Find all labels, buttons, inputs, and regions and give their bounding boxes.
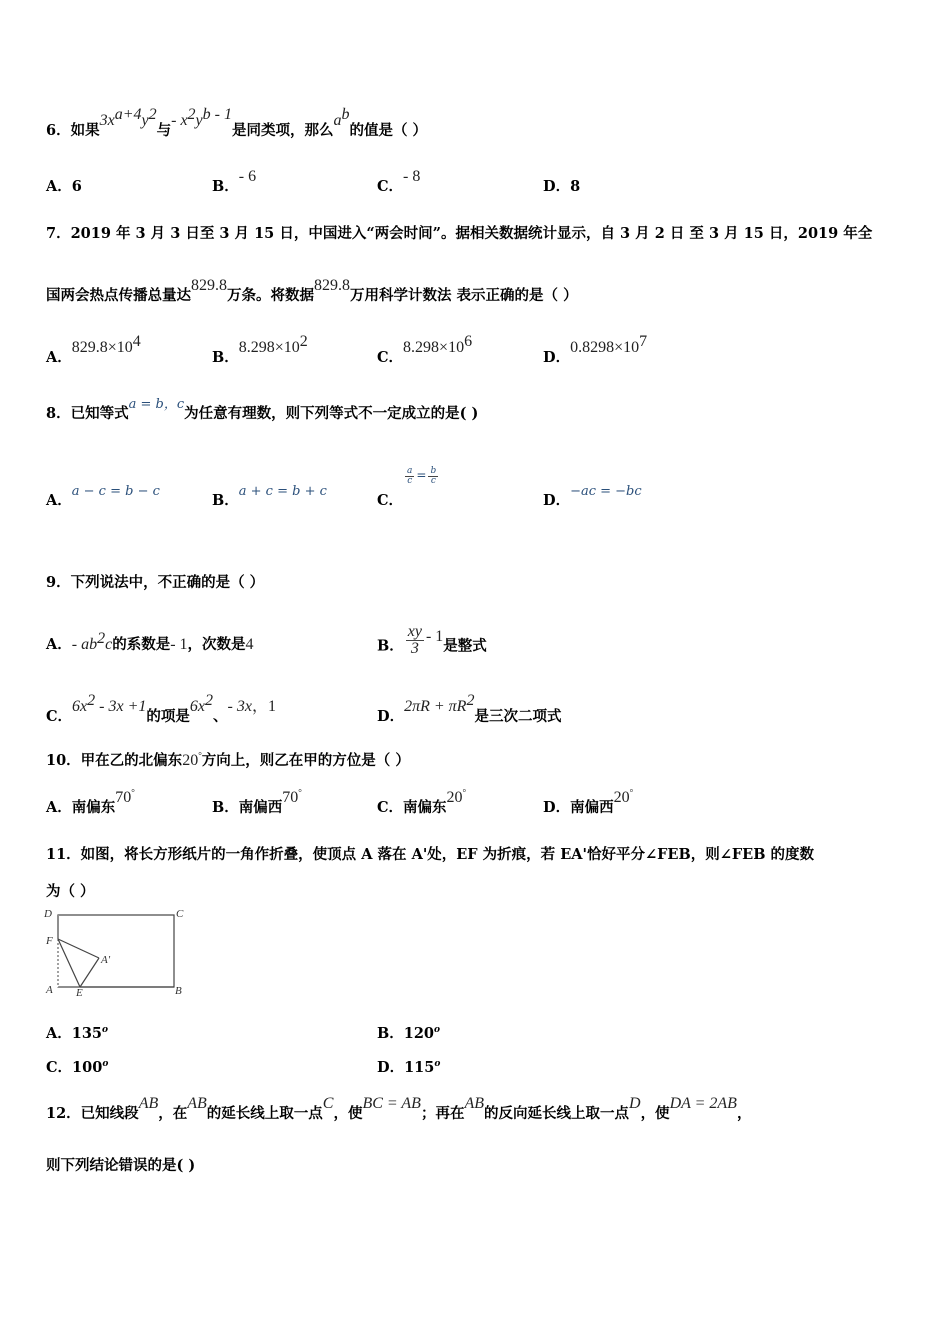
q6-b-math: - 6 xyxy=(238,168,257,185)
q10-angle: 20 xyxy=(182,752,199,769)
q9-d-t: 是三次二项式 xyxy=(474,707,562,725)
q7-b-label: B． xyxy=(212,348,239,366)
q11-d-deg: o xyxy=(434,1059,441,1070)
q10-c-label: C．南偏东 xyxy=(377,799,447,816)
q12-t2: ，在 xyxy=(158,1105,188,1122)
label-a-prime: A' xyxy=(101,954,111,966)
q6-expr1-b: y xyxy=(141,111,149,129)
q12-m1: AB xyxy=(138,1095,159,1112)
q6-expr2: - x xyxy=(171,111,188,129)
q7-line2a: 国两会热点传播总量达 xyxy=(46,287,191,304)
q12-m5: AB xyxy=(464,1095,484,1112)
q9-a-t1: 的系数是 xyxy=(112,635,171,653)
q11-figure xyxy=(40,905,200,1001)
q9-c-m2: 6x xyxy=(189,697,205,715)
q12-t3: 的延长线上取一点 xyxy=(206,1105,323,1122)
q7-c-base: 8.298×10 xyxy=(403,338,465,356)
q10-a-angle: 70 xyxy=(115,789,132,806)
q6-option-c[interactable] xyxy=(377,168,421,196)
q8-c-n1: a xyxy=(407,466,413,476)
q8-prefix: 8．已知等式 xyxy=(46,405,129,422)
q6-b-label: B． xyxy=(212,178,239,195)
q11-a-label: A．135 xyxy=(46,1025,103,1042)
q11-option-c[interactable] xyxy=(46,1056,108,1077)
q12-m4: BC = AB xyxy=(362,1095,421,1112)
q11-option-b[interactable] xyxy=(377,1022,440,1043)
q12-m7: DA = 2AB xyxy=(669,1095,737,1112)
q9-c-sep: 、 xyxy=(213,707,228,725)
q8-b-math: a + c = b + c xyxy=(238,484,327,499)
q10-c-deg: ° xyxy=(462,787,467,798)
q7-d-label: D． xyxy=(543,348,571,366)
q6-expr1: 3x xyxy=(99,111,115,129)
q6-option-d[interactable] xyxy=(543,175,580,196)
q7-line2c: 万用科学计数法 表示正确的是（ ） xyxy=(350,287,578,304)
label-a: A xyxy=(46,984,53,996)
q11-option-d[interactable] xyxy=(377,1056,440,1077)
q10-d-label: D．南偏西 xyxy=(543,799,614,816)
q6-expr1-b-exp: 2 xyxy=(148,106,157,123)
q9-option-a[interactable] xyxy=(46,630,254,654)
q12-t6: 的反向延长线上取一点 xyxy=(484,1105,629,1122)
q6-prefix: 6．如果 xyxy=(46,121,100,139)
q8-c-eq: = xyxy=(416,468,427,482)
label-b: B xyxy=(175,985,182,997)
q9-c-m1: 6x xyxy=(72,697,88,715)
q6-option-b[interactable] xyxy=(212,168,257,196)
q9-a-m2: - 1 xyxy=(170,635,188,653)
q9-d-m: 2πR + πR xyxy=(404,697,467,715)
q6-expr1-exp: a+4 xyxy=(114,106,142,123)
q6-expr2-b-exp: b - 1 xyxy=(202,106,232,123)
q10-stem xyxy=(46,749,410,770)
q10-option-d[interactable] xyxy=(543,787,634,817)
q6-expr2-b: y xyxy=(195,111,203,129)
q8-b-label: B． xyxy=(212,492,239,509)
q8-eq: a = b xyxy=(128,397,164,412)
q8-a-math: a − c = b − c xyxy=(71,484,160,499)
q10-option-c[interactable] xyxy=(377,787,467,817)
q9-c-m3: - 3x xyxy=(227,697,252,715)
q7-a-exp: 4 xyxy=(132,333,141,350)
q9-d-label: D． xyxy=(377,707,405,725)
q8-stem xyxy=(46,397,479,423)
q9-c-m1-rest: - 3x +1 xyxy=(95,697,147,715)
q11-c-label: C．100 xyxy=(46,1059,103,1076)
q7-line1: 7．2019 年 3 月 3 日至 3 月 15 日，中国进入“两会时间”。据相关数据统计显示，自 3 月 2 日 至 3 月 15 日，2019 年全 xyxy=(46,225,873,242)
q7-b-base: 8.298×10 xyxy=(238,338,300,356)
q9-a-m3: 4 xyxy=(245,635,254,653)
q10-option-b[interactable] xyxy=(212,787,302,817)
q12-t7: ，使 xyxy=(640,1105,670,1122)
q10-b-deg: ° xyxy=(298,787,302,798)
q6-a-label: A．6 xyxy=(46,178,82,195)
q12-m3: C xyxy=(322,1095,334,1112)
q6-d-label: D．8 xyxy=(543,178,581,195)
q8-c-d2: c xyxy=(430,476,436,486)
q11-b-label: B．120 xyxy=(377,1025,435,1042)
q12-t4: ，使 xyxy=(333,1105,363,1122)
q7-c-exp: 6 xyxy=(464,333,473,350)
q11-option-a[interactable] xyxy=(46,1022,108,1043)
q11-line2: 为（ ） xyxy=(46,883,95,900)
q9-a-m1-c: c xyxy=(105,635,113,653)
q8-a-label: A． xyxy=(46,492,72,509)
q9-option-b[interactable] xyxy=(377,623,487,663)
line-ea-prime xyxy=(80,958,99,987)
q7-a-base: 829.8×10 xyxy=(71,338,133,356)
q10-c-angle: 20 xyxy=(446,789,463,806)
q9-b-label: B． xyxy=(377,637,404,655)
q6-c-math: - 8 xyxy=(403,168,421,185)
q9-c-m4: 1 xyxy=(267,697,276,715)
q9-a-label: A． xyxy=(46,635,72,653)
q7-option-c[interactable] xyxy=(377,333,473,367)
q12-m6: D xyxy=(629,1095,641,1112)
q9-a-m1: - ab xyxy=(71,635,98,653)
q8-suffix: 为任意有理数，则下列等式不一定成立的是( ) xyxy=(184,405,479,422)
q6-option-a[interactable] xyxy=(46,175,82,196)
q11-b-deg: o xyxy=(434,1025,441,1036)
q9-d-m-exp: 2 xyxy=(466,692,475,709)
q7-a-label: A． xyxy=(46,348,72,366)
q12-line1 xyxy=(46,1095,752,1123)
q7-d-exp: 7 xyxy=(639,333,648,350)
q9-a-m1-exp: 2 xyxy=(97,630,106,647)
line-fa-prime xyxy=(58,939,99,958)
q12-t5: ；再在 xyxy=(420,1105,465,1122)
q7-c-label: C． xyxy=(377,348,404,366)
q7-line2b: 万条。将数据 xyxy=(227,287,314,304)
q9-option-c[interactable] xyxy=(46,692,276,726)
q8-sep: ， xyxy=(163,397,177,412)
q8-c-frac1 xyxy=(405,467,414,486)
q10-d-deg: ° xyxy=(629,787,634,798)
q9-c-label: C． xyxy=(46,707,73,725)
q10-b-angle: 70 xyxy=(282,789,299,806)
q7-d-base: 0.8298×10 xyxy=(570,338,640,356)
q8-c-n2: b xyxy=(430,466,437,476)
label-e: E xyxy=(76,987,83,999)
q6-stem xyxy=(46,106,428,140)
q8-option-a[interactable] xyxy=(46,484,160,510)
q8-c-label: C． xyxy=(377,492,404,509)
q10-deg: ° xyxy=(198,750,202,761)
q9-stem: 9．下列说法中，不正确的是（ ） xyxy=(46,574,265,591)
q11-a-deg: o xyxy=(102,1025,109,1036)
q10-option-a[interactable] xyxy=(46,787,135,817)
q10-b-label: B．南偏西 xyxy=(212,799,283,816)
q11-c-deg: o xyxy=(102,1059,109,1070)
q12-t8: ， xyxy=(736,1105,752,1122)
q7-line2 xyxy=(46,277,578,305)
q9-b-t: 是整式 xyxy=(443,637,487,655)
q9-a-t2: ，次数是 xyxy=(187,635,246,653)
q8-option-b[interactable] xyxy=(212,484,327,510)
q8-d-math: −ac = −bc xyxy=(570,484,642,499)
q6-expr2-exp: 2 xyxy=(187,106,196,123)
q7-option-a[interactable] xyxy=(46,333,141,367)
q7-num2: 829.8 xyxy=(314,277,350,294)
q6-mid: 与 xyxy=(156,121,172,139)
q10-suffix: 方向上，则乙在甲的方位是（ ） xyxy=(201,752,410,769)
q6-expr3: a xyxy=(333,111,342,129)
q8-d-label: D． xyxy=(543,492,571,509)
q7-option-d[interactable] xyxy=(543,333,648,367)
q6-suffix: 的值是（ ） xyxy=(349,121,428,139)
q6-c-label: C． xyxy=(377,178,404,195)
q9-c-t: 的项是 xyxy=(146,707,190,725)
q9-b-den: 3 xyxy=(410,640,419,657)
label-d: D xyxy=(44,908,52,920)
q11-line1: 11．如图，将长方形纸片的一角作折叠，使顶点 A 落在 A'处，EF 为折痕，若 EA'恰好平分∠FEB，则∠FEB 的度数 xyxy=(46,846,814,863)
q6-text2: 是同类项，那么 xyxy=(231,121,334,139)
q9-b-rest: - 1 xyxy=(425,627,444,645)
q8-c: c xyxy=(176,397,185,412)
q9-b-num: xy xyxy=(407,623,422,640)
q6-expr3-exp: b xyxy=(341,106,350,123)
q12-t1: 12．已知线段 xyxy=(46,1105,139,1122)
label-c: C xyxy=(176,908,184,920)
q9-c-m2-exp: 2 xyxy=(205,692,213,709)
q10-a-deg: ° xyxy=(131,787,135,798)
q8-c-frac2 xyxy=(428,467,438,486)
q12-m2: AB xyxy=(187,1095,207,1112)
q8-c-d1: c xyxy=(407,476,413,486)
q10-prefix: 10．甲在乙的北偏东 xyxy=(46,752,183,769)
q9-c-m1-exp: 2 xyxy=(87,692,96,709)
q9-c-sep2: ， xyxy=(251,697,268,715)
q7-b-exp: 2 xyxy=(299,333,308,350)
q8-option-d[interactable] xyxy=(543,484,642,510)
q8-option-c[interactable] xyxy=(377,466,440,512)
q9-b-frac xyxy=(406,624,424,657)
q7-option-b[interactable] xyxy=(212,333,308,367)
q9-option-d[interactable] xyxy=(377,692,562,726)
q12-line2: 则下列结论错误的是( ) xyxy=(46,1157,196,1174)
label-f: F xyxy=(46,935,53,947)
q11-d-label: D．115 xyxy=(377,1059,435,1076)
q10-a-label: A．南偏东 xyxy=(46,799,116,816)
q10-d-angle: 20 xyxy=(613,789,630,806)
fold-line-fe xyxy=(58,939,80,987)
q7-num1: 829.8 xyxy=(191,277,227,294)
